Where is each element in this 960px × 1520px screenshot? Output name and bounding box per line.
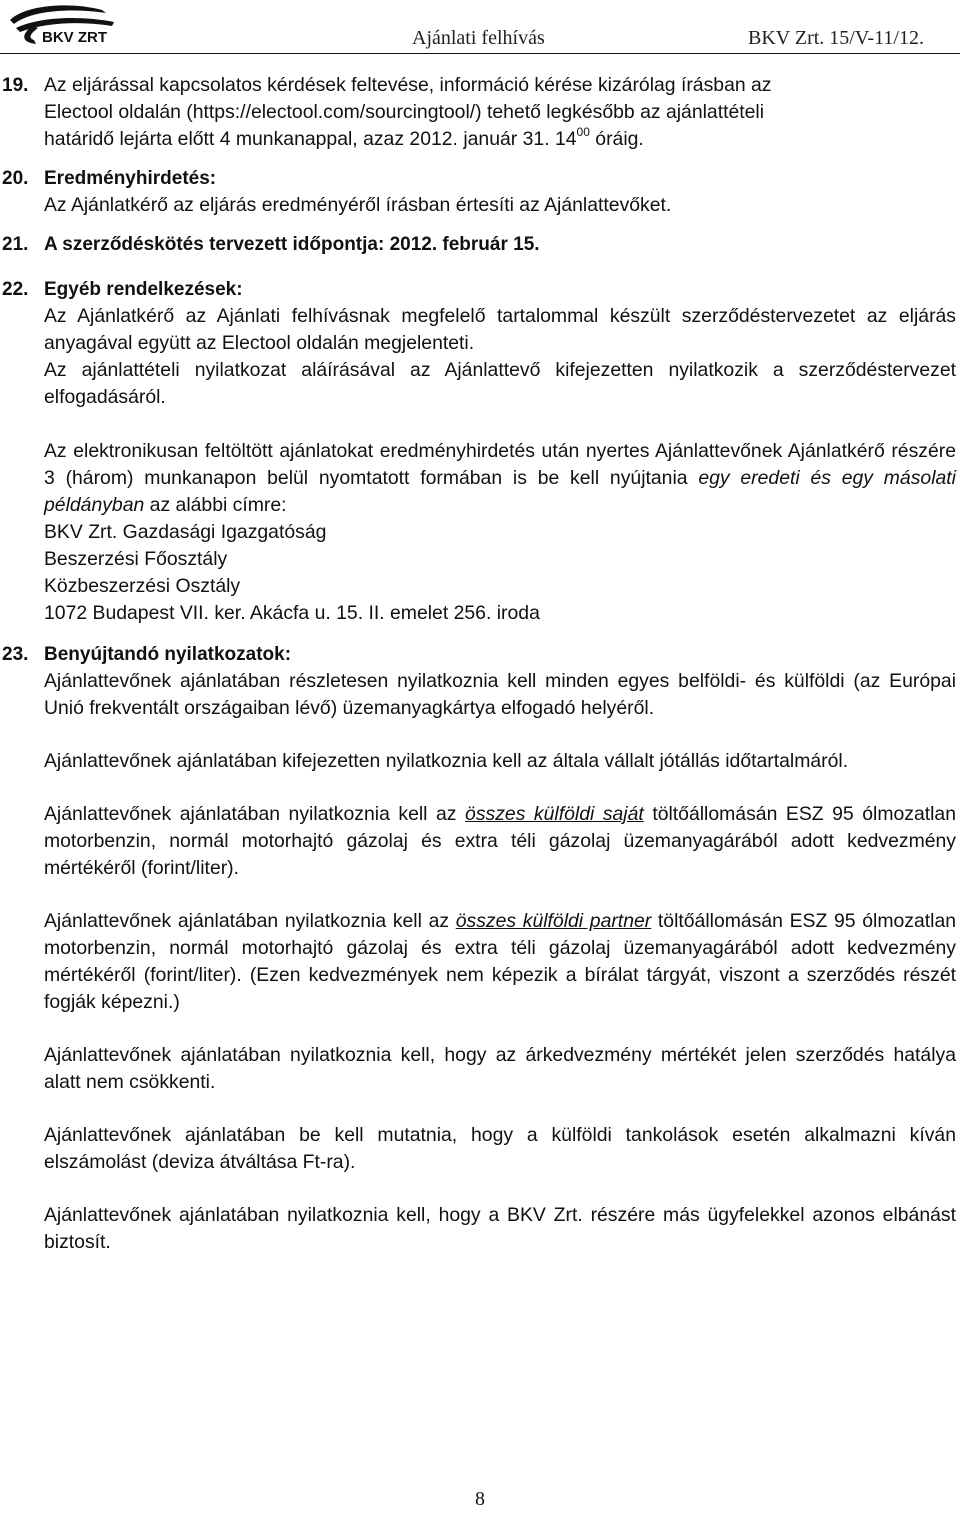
section-19-line-3a: határidő lejárta előtt 4 munkanappal, azaz 2012. január 31. 14 bbox=[44, 128, 577, 150]
header-divider bbox=[0, 53, 960, 54]
section-20 bbox=[0, 165, 960, 219]
address-line: BKV Zrt. Gazdasági Igazgatóság bbox=[44, 521, 327, 543]
paragraph bbox=[44, 908, 956, 1016]
bkv-logo bbox=[2, 0, 122, 50]
section-heading: Benyújtandó nyilatkozatok: bbox=[44, 644, 292, 665]
paragraph: Ajánlattevőnek ajánlatában nyilatkoznia kell, hogy az árkedvezmény mértékét jelen szerződés hatálya alatt nem csökkenti. bbox=[44, 1044, 956, 1093]
text-span: Az elektronikusan feltöltött ajánlatokat eredményhirdetés után nyertes Ajánlattevőnek Ajánlatkérő részére 3 (három) munkanapon belül nyomtatott formában is be kell nyújtania bbox=[44, 440, 956, 489]
page-header bbox=[0, 0, 960, 58]
section-22 bbox=[0, 276, 960, 627]
section-21 bbox=[0, 231, 960, 258]
section-19-line-1: Az eljárással kapcsolatos kérdések feltevése, információ kérése kizárólag írásban az bbox=[44, 74, 772, 96]
section-19 bbox=[0, 72, 960, 153]
underlined-italic-text: összes külföldi partner bbox=[455, 910, 652, 932]
section-23 bbox=[0, 641, 960, 1256]
address-line: Közbeszerzési Osztály bbox=[44, 575, 241, 597]
paragraph: Ajánlattevőnek ajánlatában kifejezetten nyilatkoznia kell az általa vállalt jótállás időtartalmáról. bbox=[44, 750, 849, 772]
section-19-line-3b: óráig. bbox=[589, 128, 644, 150]
underlined-italic-text: összes külföldi saját bbox=[465, 803, 644, 825]
section-number: 23. bbox=[2, 644, 29, 665]
page-number: 8 bbox=[475, 1488, 485, 1510]
document-reference: BKV Zrt. 15/V-11/12. bbox=[748, 27, 924, 49]
text-span: töltőállomásán ESZ 95 ólmozatlan motorbenzin, normál motorhajtó gázolaj és extra téli gázolaj üzemanyagárából adott kedvezmény mértékéről (forint/liter). bbox=[44, 803, 956, 879]
section-20-text: Az Ajánlatkérő az eljárás eredményéről írásban értesíti az Ajánlattevőket. bbox=[44, 194, 672, 216]
time-superscript: 00 bbox=[576, 125, 590, 139]
section-heading: Egyéb rendelkezések: bbox=[44, 279, 243, 300]
address-line: 1072 Budapest VII. ker. Akácfa u. 15. II. emelet 256. iroda bbox=[44, 602, 540, 624]
paragraph bbox=[44, 438, 956, 519]
paragraph: Az Ajánlatkérő az Ajánlati felhívásnak megfelelő tartalommal készült szerződéstervezetet az eljárás anyagával együtt az Electool oldalán megjelenteti. bbox=[44, 305, 956, 354]
logo-text: BKV ZRT bbox=[42, 29, 107, 46]
document-body bbox=[0, 72, 960, 1256]
paragraph: Az ajánlattételi nyilatkozat aláírásával az Ajánlattevő kifejezetten nyilatkozik a szerződéstervezet elfogadásáról. bbox=[44, 359, 956, 408]
text-span: az alábbi címre: bbox=[144, 494, 287, 516]
paragraph: Ajánlattevőnek ajánlatában be kell mutatnia, hogy a külföldi tankolások esetén alkalmazni kíván elszámolást (deviza átváltása Ft-ra). bbox=[44, 1124, 956, 1173]
section-number: 20. bbox=[2, 168, 29, 189]
document-title: Ajánlati felhívás bbox=[412, 27, 545, 49]
section-19-line-2: Electool oldalán (https://electool.com/sourcingtool/) tehető legkésőbb az ajánlattételi bbox=[44, 101, 765, 123]
paragraph: Ajánlattevőnek ajánlatában részletesen nyilatkoznia kell minden egyes belföldi- és külföldi (az Európai Unió frekventált országaiban lévő) üzemanyagkártya elfogadó helyéről. bbox=[44, 670, 956, 719]
paragraph: Ajánlattevőnek ajánlatában nyilatkoznia kell, hogy a BKV Zrt. részére más ügyfelekkel azonos elbánást biztosít. bbox=[44, 1204, 956, 1253]
section-number: 22. bbox=[2, 279, 29, 300]
italic-text: egy eredeti és egy másolati példányban bbox=[44, 467, 956, 516]
address-line: Beszerzési Főosztály bbox=[44, 548, 228, 570]
section-heading: Eredményhirdetés: bbox=[44, 168, 217, 189]
section-19-text bbox=[44, 72, 956, 153]
text-span: Ajánlattevőnek ajánlatában nyilatkoznia kell az bbox=[44, 910, 456, 932]
paragraph bbox=[44, 801, 956, 882]
section-number: 21. bbox=[2, 234, 29, 255]
text-span: töltőállomásán ESZ 95 ólmozatlan motorbenzin, normál motorhajtó gázolaj és extra téli gázolaj üzemanyagárából adott kedvezmény mértékéről (forint/liter). (Ezen kedvezmények nem képezik a bírálat tárgyát, viszont a szerződés részét fogják képezni.) bbox=[44, 910, 957, 1013]
text-span: Ajánlattevőnek ajánlatában nyilatkoznia kell az bbox=[44, 803, 466, 825]
section-heading: A szerződéskötés tervezett időpontja: 2012. február 15. bbox=[44, 234, 540, 255]
section-number: 19. bbox=[2, 75, 29, 96]
